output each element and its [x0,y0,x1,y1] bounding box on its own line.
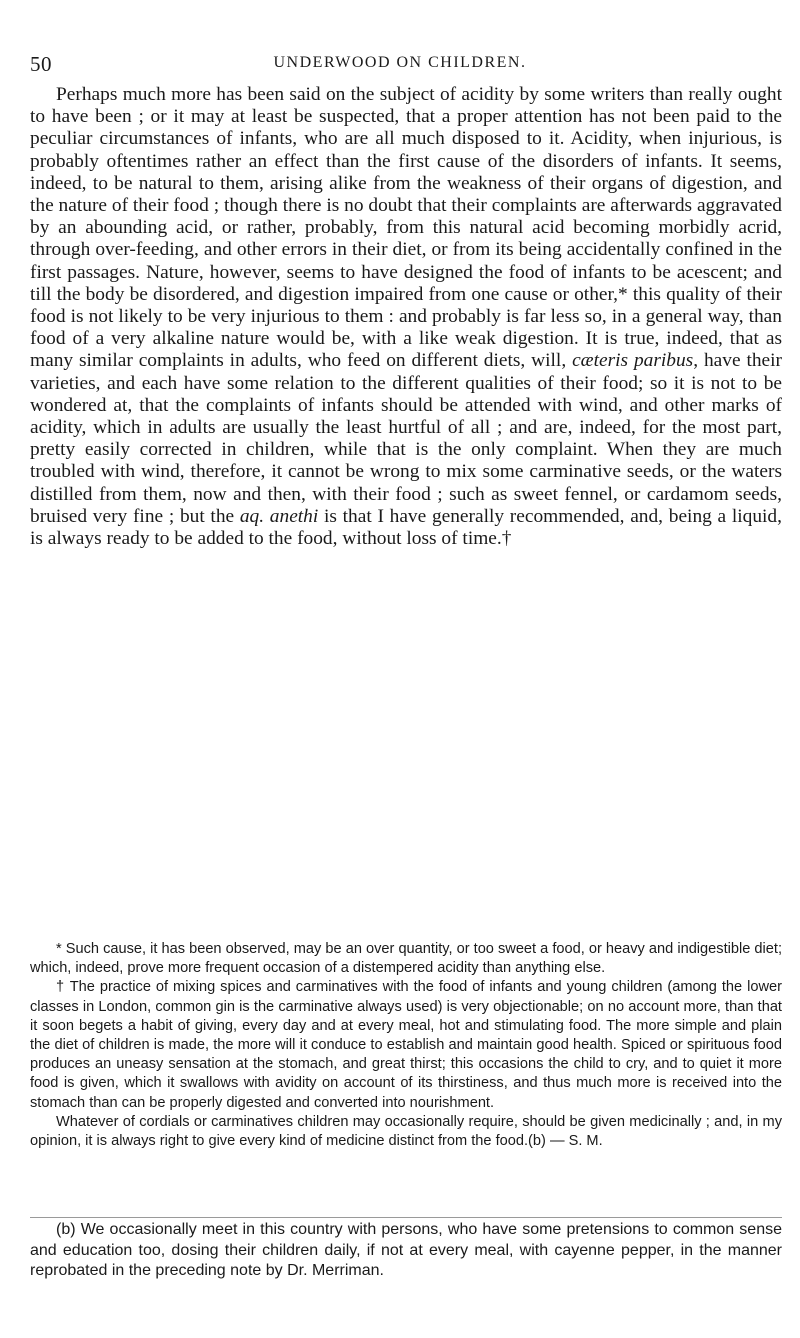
footnote-dagger: † The practice of mixing spices and carminatives with the food of infants and young children (among the lower classes in London, common gin is the carminative always used) is very objectionable; on no account more, than that it soon begets a habit of giving, every day and at every meal, hot and stimulating food. The more simple and plain the diet of children is made, the more will it conduce to establish and maintain good health. Spiced or spirituous food produces an uneasy sensation at the stomach, and great thirst; this occasions the child to cry, and to quiet it more food is given, which it swallows with avidity on account of its thirstiness, and thus much more is received into the stomach than can be properly digested and converted into nourishment. [30,979,782,1111]
main-text-part-3: is that I have generally recommended, and, being a liquid, is always ready to be added to the food, without loss of time.† [30,505,782,550]
running-head: UNDERWOOD ON CHILDREN. [273,54,527,71]
page-number: 50 [30,52,52,76]
italic-phrase-caeteris-paribus: cæteris paribus [572,350,694,372]
footnotes [30,940,782,1151]
editor-note: (b) We occasionally meet in this country with persons, who have some pretensions to common sense and education too, dosing their children daily, if not at every meal, with cayenne pepper, in the manner reprobated in the preceding note by Dr. Merriman. [30,1221,782,1280]
footnote-separator [30,1217,782,1218]
main-paragraph [30,84,782,550]
main-text-part-2: , have their varieties, and each have some relation to the different qualities of their food; so it is not to be wondered at, that the complaints of infants should be attended with wind, and other marks of acidity, which in adults are usually the least hurtful of all ; and are, indeed, for the most part, pretty easily corrected in children, while that is the only complaint. When they are much troubled with wind, therefore, it cannot be wrong to mix some carminative seeds, or the waters distilled from them, now and then, with their food ; such as sweet fennel, or cardamom seeds, bruised very fine ; but the [30,350,782,527]
italic-phrase-aq-anethi: aq. anethi [239,505,319,527]
main-text-part-1: Perhaps much more has been said on the subject of acidity by some writers than really ought to have been ; or it may at least be suspected, that a proper attention has not been paid to the peculiar circumstances of infants, who are all much disposed to it. Acidity, when injurious, is probably oftentimes rather an effect than the first cause of the disorders of infants. It seems, indeed, to be natural to them, arising alike from the weakness of their organs of digestion, and the nature of their food ; though there is no doubt that their complaints are afterwards aggravated by an abounding acid, or rather, probably, from this natural acid becoming morbidly acrid, through over-feeding, and other errors in their diet, or from its being accidentally confined in the first passages. Nature, however, seems to have designed the food of infants to be acescent; and till the body be disordered, and digestion impaired from one cause or other,* this quality of their food is not likely to be very injurious to them : and probably is far less so, in a general way, than food of a very alkaline nature would be, with a like weak digestion. It is true, indeed, that as many similar complaints in adults, who feed on different diets, will, [30,84,782,372]
footnote-star: * Such cause, it has been observed, may be an over quantity, or too sweet a food, or heavy and indigestible diet; which, indeed, prove more frequent occasion of a distempered acidity than anything else. [30,941,782,977]
footnote-dagger-continued: Whatever of cordials or carminatives children may occasionally require, should be given medicinally ; and, in my opinion, it is always right to give every kind of medicine distinct from the food.(b) — S. M. [30,1113,782,1150]
page-header [30,52,770,78]
